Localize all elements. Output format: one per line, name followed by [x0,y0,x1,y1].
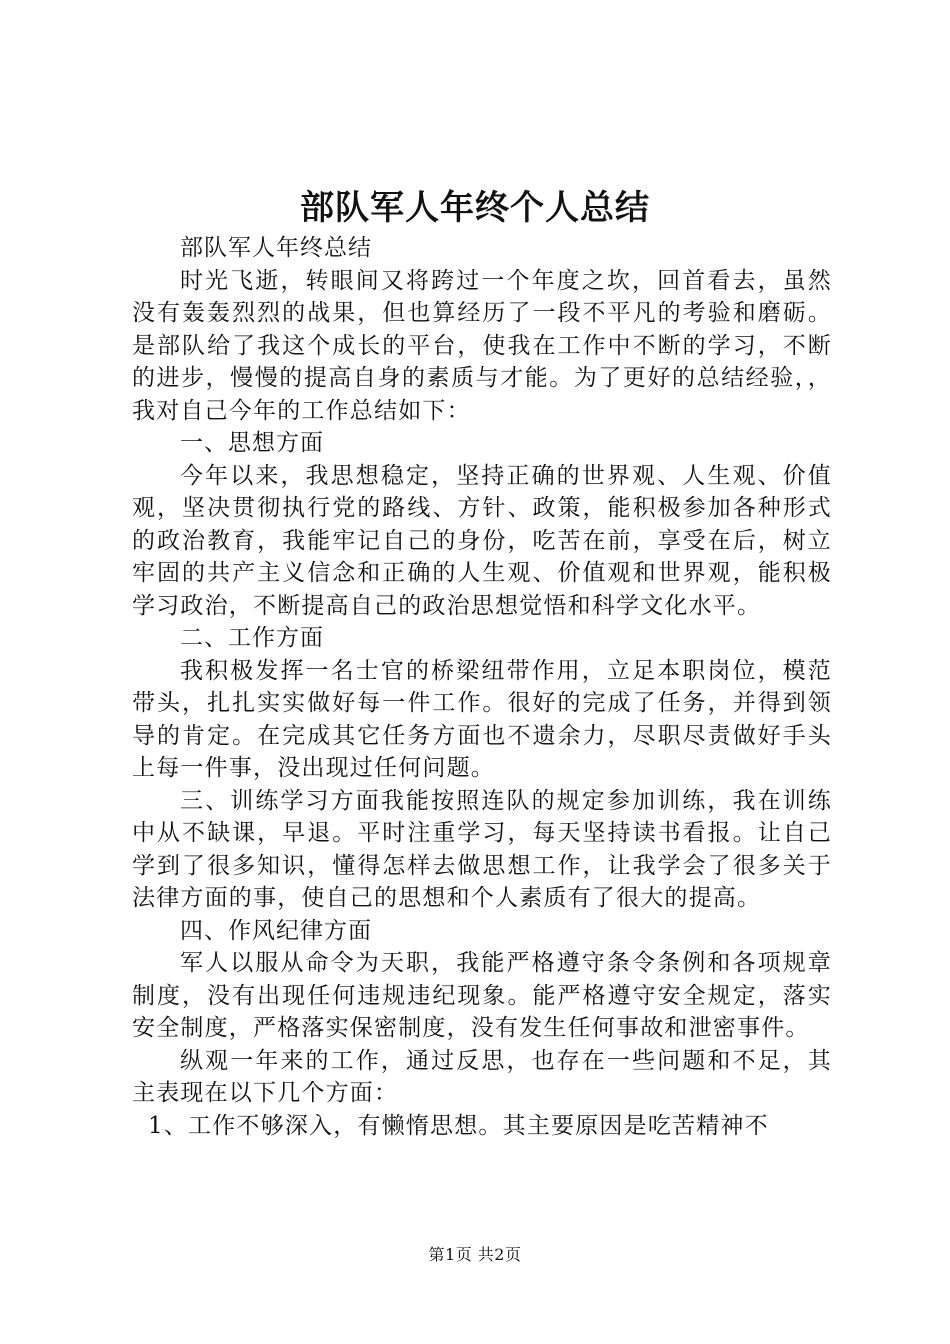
document-body [132,232,832,1142]
paragraph-work: 我积极发挥一名士官的桥梁纽带作用，立足本职岗位，模范带头，扎扎实实做好每一件工作。很好的完成了任务，并得到领导的肯定。在完成其它任务方面也不遗余力，尽职尽责做好手头上每一件事，没出现过任何问题。 [132,657,832,781]
paragraph-intro: 时光飞逝，转眼间又将跨过一个年度之坎，回首看去，虽然没有轰轰烈烈的战果，但也算经历了一段不平凡的考验和磨砺。是部队给了我这个成长的平台，使我在工作中不断的学习，不断的进步，慢慢的提高自身的素质与才能。为了更好的总结经验，，我对自己今年的工作总结如下： [132,267,832,424]
document-title: 部队军人年终个人总结 [300,188,650,228]
section-heading-thought: 一、思想方面 [180,430,324,456]
section-heading-discipline: 四、作风纪律方面 [180,917,372,944]
paragraph-subtitle: 部队军人年终总结 [180,235,372,261]
paragraph-discipline: 军人以服从命令为天职，我能严格遵守条令条例和各项规章制度，没有出现任何违规违纪现象。能严格遵守安全规定，落实安全制度，严格落实保密制度，没有发生任何事故和泄密事件。 [132,950,832,1041]
paragraph-training: 三、训练学习方面我能按照连队的规定参加训练，我在训练中从不缺课，早退。平时注重学习，每天坚持读书看报。让自己学到了很多知识，懂得怎样去做思想工作，让我学会了很多关于法律方面的事，使自己的思想和个人素质有了很大的提高。 [132,787,832,911]
paragraph-thought: 今年以来，我思想稳定，坚持正确的世界观、人生观、价值观，坚决贯彻执行党的路线、方针、政策，能积极参加各种形式的政治教育，我能牢记自己的身份，吃苦在前，享受在后，树立牢固的共产主义信念和正确的人生观、价值观和世界观，能积极学习政治，不断提高自己的政治思想觉悟和科学文化水平。 [132,462,832,619]
paragraph-issue-1: 1、工作不够深入，有懒惰思想。其主要原因是吃苦精神不 [148,1112,769,1139]
paragraph-review: 纵观一年来的工作，通过反思，也存在一些问题和不足，其主表现在以下几个方面： [132,1047,832,1106]
page-footer: 第1页 共2页 [428,1245,522,1264]
section-heading-work: 二、工作方面 [180,625,324,651]
